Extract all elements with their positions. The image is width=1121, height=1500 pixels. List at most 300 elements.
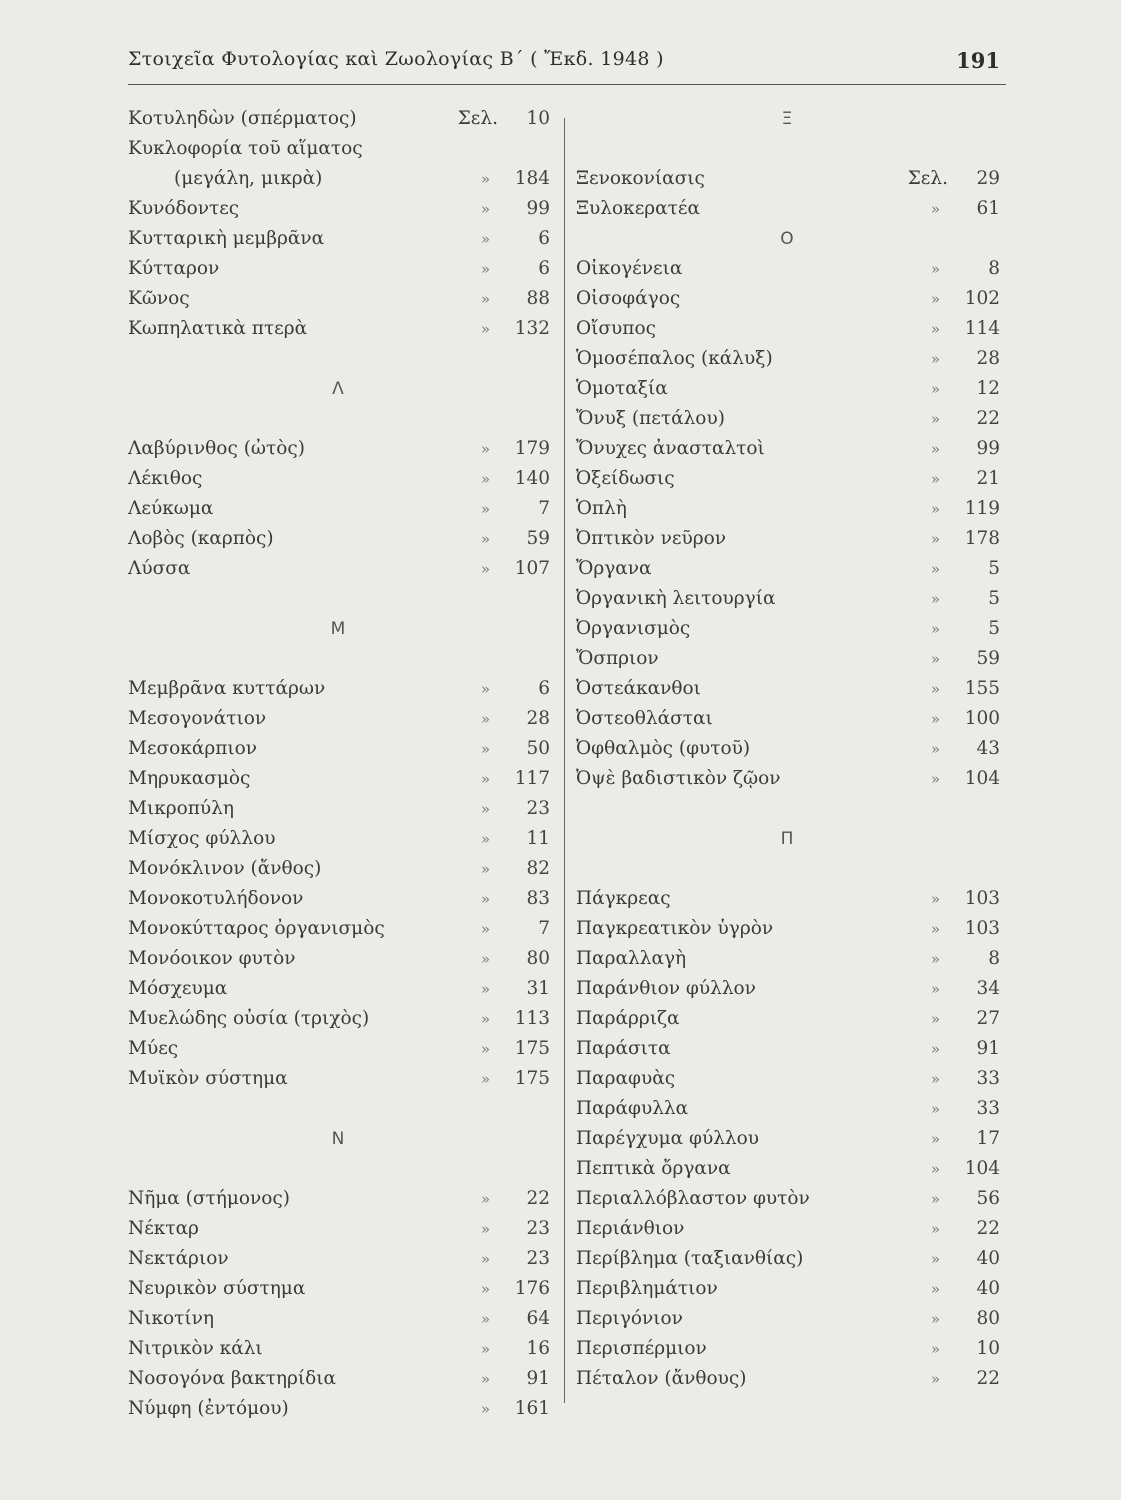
index-term: Νικοτίνη xyxy=(128,1308,214,1329)
index-entry xyxy=(570,254,1004,284)
index-entry xyxy=(122,1004,554,1034)
index-entry xyxy=(570,884,1004,914)
index-entry xyxy=(122,464,554,494)
ditto-mark: » xyxy=(930,620,940,638)
page-ref: 22 xyxy=(526,1188,550,1209)
index-entry xyxy=(570,1004,1004,1034)
letter-heading-pi: Π xyxy=(780,829,794,849)
ditto-mark: » xyxy=(930,650,940,668)
index-entry xyxy=(570,1034,1004,1064)
page-ref: 33 xyxy=(976,1068,1000,1089)
page-ref: 10 xyxy=(526,108,550,129)
ditto-mark: » xyxy=(930,740,940,758)
index-term: Ὁπλὴ xyxy=(576,498,627,519)
index-term: Ὀστεάκανθοι xyxy=(576,678,701,699)
page-ref: 40 xyxy=(976,1248,1000,1269)
ditto-mark: » xyxy=(930,1280,940,1298)
ditto-mark: » xyxy=(480,1040,490,1058)
ditto-mark: » xyxy=(480,560,490,578)
ditto-mark: » xyxy=(480,1010,490,1028)
index-term: Ὀφθαλμὸς (φυτοῦ) xyxy=(576,738,751,759)
index-term: Μεσογονάτιον xyxy=(128,708,267,729)
ditto-mark: » xyxy=(930,890,940,908)
page-ref: 6 xyxy=(538,228,550,249)
ditto-mark: Σελ. xyxy=(457,108,498,129)
index-entry xyxy=(570,614,1004,644)
index-entry xyxy=(122,194,554,224)
ditto-mark: » xyxy=(930,410,940,428)
ditto-mark: » xyxy=(480,1190,490,1208)
page-ref: 99 xyxy=(976,438,1000,459)
ditto-mark: » xyxy=(930,200,940,218)
index-entry xyxy=(570,1094,1004,1124)
page-ref: 175 xyxy=(514,1068,550,1089)
index-entry xyxy=(122,704,554,734)
index-term: Ὀργανικὴ λειτουργία xyxy=(576,588,776,609)
page-ref: 179 xyxy=(514,438,550,459)
page-ref: 80 xyxy=(526,948,550,969)
index-entry xyxy=(122,1244,554,1274)
index-entry xyxy=(122,734,554,764)
page-ref: 7 xyxy=(538,498,550,519)
index-term: Νευρικὸν σύστημα xyxy=(128,1278,306,1299)
page-ref: 23 xyxy=(526,1218,550,1239)
ditto-mark: » xyxy=(930,380,940,398)
page-ref: 114 xyxy=(964,318,1000,339)
index-entry xyxy=(570,524,1004,554)
page-ref: 99 xyxy=(526,198,550,219)
ditto-mark: » xyxy=(480,1370,490,1388)
page-ref: 103 xyxy=(964,888,1000,909)
index-term: Νεκτάριον xyxy=(128,1248,229,1269)
ditto-mark: » xyxy=(930,500,940,518)
index-entry xyxy=(570,374,1004,404)
ditto-mark: » xyxy=(480,530,490,548)
index-entry xyxy=(570,764,1004,794)
ditto-mark: » xyxy=(930,1370,940,1388)
index-entry xyxy=(570,1334,1004,1364)
ditto-mark: » xyxy=(480,290,490,308)
ditto-mark: » xyxy=(480,1220,490,1238)
index-term: Νοσογόνα βακτηρίδια xyxy=(128,1368,336,1389)
index-term: Μυελώδης οὐσία (τριχὸς) xyxy=(128,1008,370,1029)
ditto-mark: » xyxy=(480,260,490,278)
index-term: Ὁμοσέπαλος (κάλυξ) xyxy=(576,348,773,369)
index-entry xyxy=(570,464,1004,494)
page-ref: 8 xyxy=(988,948,1000,969)
index-column-right xyxy=(570,104,1004,1394)
index-term: Παράνθιον φύλλον xyxy=(576,978,756,999)
index-term: Κυκλοφορία τοῦ αἵματος xyxy=(128,138,363,159)
ditto-mark: » xyxy=(480,680,490,698)
index-group-l xyxy=(122,434,554,584)
ditto-mark: » xyxy=(930,440,940,458)
ditto-mark: » xyxy=(480,800,490,818)
index-term: Ὀστεοθλάσται xyxy=(576,708,713,729)
page-ref: 88 xyxy=(526,288,550,309)
index-entry xyxy=(122,1034,554,1064)
page-ref: 6 xyxy=(538,258,550,279)
ditto-mark: » xyxy=(930,920,940,938)
page-ref: 50 xyxy=(526,738,550,759)
index-entry xyxy=(570,1304,1004,1334)
index-term: Νύμφη (ἐντόμου) xyxy=(128,1398,289,1419)
ditto-mark: » xyxy=(480,1310,490,1328)
spacer xyxy=(122,1154,554,1184)
ditto-mark: » xyxy=(930,1130,940,1148)
spacer xyxy=(122,584,554,614)
ditto-mark: » xyxy=(930,1250,940,1268)
ditto-mark: » xyxy=(930,1160,940,1178)
ditto-mark: » xyxy=(930,1040,940,1058)
index-term: Παγκρεατικὸν ὑγρὸν xyxy=(576,918,774,939)
page-ref: 56 xyxy=(976,1188,1000,1209)
index-term: Μυϊκὸν σύστημα xyxy=(128,1068,288,1089)
index-term: Μονόκλινον (ἄνθος) xyxy=(128,858,322,879)
index-term: Ὀψὲ βαδιστικὸν ζῷον xyxy=(576,768,781,789)
index-term: Οἰκογένεια xyxy=(576,258,683,279)
page-ref: 119 xyxy=(964,498,1000,519)
ditto-mark: » xyxy=(930,470,940,488)
page-ref: 6 xyxy=(538,678,550,699)
index-entry xyxy=(570,344,1004,374)
ditto-mark: » xyxy=(930,1190,940,1208)
ditto-mark: » xyxy=(930,980,940,998)
index-term: Μονοκύτταρος ὀργανισμὸς xyxy=(128,918,385,939)
index-term: Ὄνυξ (πετάλου) xyxy=(576,408,725,429)
spacer xyxy=(570,794,1004,824)
page-ref: 91 xyxy=(976,1038,1000,1059)
page-ref: 28 xyxy=(976,348,1000,369)
index-term: Περιβλημάτιον xyxy=(576,1278,718,1299)
page-ref: 103 xyxy=(964,918,1000,939)
index-term: Παράφυλλα xyxy=(576,1098,689,1119)
index-term: Νιτρικὸν κάλι xyxy=(128,1338,263,1359)
ditto-mark: » xyxy=(480,320,490,338)
index-term: Κῶνος xyxy=(128,288,190,309)
ditto-mark: » xyxy=(480,440,490,458)
index-entry xyxy=(570,494,1004,524)
index-entry xyxy=(570,584,1004,614)
index-term: Ξενοκονίασις xyxy=(576,168,705,189)
ditto-mark: » xyxy=(930,1310,940,1328)
index-entry xyxy=(570,674,1004,704)
spacer xyxy=(122,404,554,434)
ditto-mark: » xyxy=(930,350,940,368)
page-ref: 40 xyxy=(976,1278,1000,1299)
page-ref: 21 xyxy=(976,468,1000,489)
index-entry xyxy=(122,1304,554,1334)
index-entry xyxy=(122,764,554,794)
index-entry xyxy=(570,314,1004,344)
index-term: Οἰσοφάγος xyxy=(576,288,681,309)
index-entry xyxy=(570,164,1004,194)
index-term: Πέταλον (ἄνθους) xyxy=(576,1368,747,1389)
index-term: Ὄργανα xyxy=(576,558,652,579)
index-term: Ὄνυχες ἀνασταλτοὶ xyxy=(576,438,765,459)
page-ref: 117 xyxy=(514,768,550,789)
index-term: Ὀξείδωσις xyxy=(576,468,675,489)
ditto-mark: » xyxy=(480,1280,490,1298)
index-entry xyxy=(570,974,1004,1004)
index-entry xyxy=(570,734,1004,764)
index-entry xyxy=(122,554,554,584)
index-term: Περιαλλόβλαστον φυτὸν xyxy=(576,1188,810,1209)
index-term: Περιάνθιον xyxy=(576,1218,685,1239)
page-ref: 82 xyxy=(526,858,550,879)
index-entry xyxy=(122,134,554,164)
index-term: Μύες xyxy=(128,1038,179,1059)
page-ref: 43 xyxy=(976,738,1000,759)
index-entry xyxy=(570,1274,1004,1304)
index-term: Λύσσα xyxy=(128,558,191,579)
index-term: Νέκταρ xyxy=(128,1218,199,1239)
index-entry xyxy=(122,1214,554,1244)
ditto-mark: » xyxy=(930,530,940,548)
page-ref: 27 xyxy=(976,1008,1000,1029)
ditto-mark: » xyxy=(930,320,940,338)
ditto-mark: » xyxy=(930,950,940,968)
spacer xyxy=(570,854,1004,884)
index-term: Κοτυληδὼν (σπέρματος) xyxy=(128,108,357,129)
index-term: Πεπτικὰ ὄργανα xyxy=(576,1158,731,1179)
index-term: Λαβύρινθος (ὠτὸς) xyxy=(128,438,305,459)
ditto-mark: » xyxy=(930,560,940,578)
index-entry xyxy=(570,1064,1004,1094)
index-entry xyxy=(122,314,554,344)
index-entry xyxy=(122,1184,554,1214)
index-entry xyxy=(570,944,1004,974)
ditto-mark: » xyxy=(930,260,940,278)
index-term: Μεμβρᾶνα κυττάρων xyxy=(128,678,326,699)
ditto-mark: » xyxy=(480,710,490,728)
index-entry xyxy=(122,914,554,944)
index-entry xyxy=(570,1364,1004,1394)
page-ref: 132 xyxy=(514,318,550,339)
page-ref: 104 xyxy=(964,768,1000,789)
index-entry xyxy=(570,194,1004,224)
index-group-k xyxy=(122,104,554,344)
index-entry xyxy=(570,284,1004,314)
index-entry xyxy=(570,1184,1004,1214)
letter-heading-lambda: Λ xyxy=(332,379,344,399)
index-term: Παράρριζα xyxy=(576,1008,680,1029)
ditto-mark: » xyxy=(480,830,490,848)
page-ref: 34 xyxy=(976,978,1000,999)
index-group-o xyxy=(570,254,1004,794)
index-term: Λοβὸς (καρπὸς) xyxy=(128,528,274,549)
index-term: Παραλλαγὴ xyxy=(576,948,687,969)
page-ref: 59 xyxy=(976,648,1000,669)
index-entry xyxy=(122,854,554,884)
index-term: Ξυλοκερατέα xyxy=(576,198,700,219)
page-ref: 23 xyxy=(526,798,550,819)
index-group-m xyxy=(122,674,554,1094)
index-entry xyxy=(122,1274,554,1304)
index-entry xyxy=(122,974,554,1004)
ditto-mark: » xyxy=(480,980,490,998)
page-ref: 83 xyxy=(526,888,550,909)
page-ref: 5 xyxy=(988,588,1000,609)
index-entry xyxy=(570,644,1004,674)
page-ref: 184 xyxy=(514,168,550,189)
index-group-x xyxy=(570,164,1004,224)
index-entry xyxy=(122,1064,554,1094)
page-ref: 175 xyxy=(514,1038,550,1059)
ditto-mark: » xyxy=(480,200,490,218)
index-entry xyxy=(570,1154,1004,1184)
spacer xyxy=(122,344,554,374)
spacer xyxy=(570,134,1004,164)
index-entry xyxy=(570,554,1004,584)
index-term: Λεύκωμα xyxy=(128,498,214,519)
index-column-left xyxy=(122,104,554,1424)
index-entry xyxy=(570,434,1004,464)
ditto-mark: » xyxy=(480,740,490,758)
index-term: Κυτταρικὴ μεμβρᾶνα xyxy=(128,228,325,249)
page-ref: 100 xyxy=(964,708,1000,729)
page-ref: 61 xyxy=(976,198,1000,219)
ditto-mark: » xyxy=(930,1100,940,1118)
page-ref: 17 xyxy=(976,1128,1000,1149)
ditto-mark: » xyxy=(480,1340,490,1358)
index-term: Κωπηλατικὰ πτερὰ xyxy=(128,318,308,339)
ditto-mark: » xyxy=(930,290,940,308)
index-entry xyxy=(122,284,554,314)
page-ref: 8 xyxy=(988,258,1000,279)
ditto-mark: » xyxy=(480,170,490,188)
column-divider xyxy=(564,118,565,1403)
index-group-p xyxy=(570,884,1004,1394)
index-entry xyxy=(122,494,554,524)
index-entry xyxy=(570,704,1004,734)
page-ref: 176 xyxy=(514,1278,550,1299)
ditto-mark: » xyxy=(480,920,490,938)
page-ref: 107 xyxy=(514,558,550,579)
page-ref: 59 xyxy=(526,528,550,549)
index-term: Περίβλημα (ταξιανθίας) xyxy=(576,1248,804,1269)
index-entry xyxy=(122,1364,554,1394)
page-ref: 140 xyxy=(514,468,550,489)
index-term: Οἴσυπος xyxy=(576,318,656,339)
page-ref: 31 xyxy=(526,978,550,999)
index-term: Μονόοικον φυτὸν xyxy=(128,948,296,969)
index-term: Πάγκρεας xyxy=(576,888,671,909)
index-term: Παράσιτα xyxy=(576,1038,671,1059)
page-ref: 22 xyxy=(976,1368,1000,1389)
index-term: Μικροπύλη xyxy=(128,798,234,819)
page-ref: 16 xyxy=(526,1338,550,1359)
index-term: Λέκιθος xyxy=(128,468,203,489)
page-ref: 178 xyxy=(964,528,1000,549)
ditto-mark: » xyxy=(480,890,490,908)
index-term: Ὄσπριον xyxy=(576,648,659,669)
ditto-mark: » xyxy=(480,770,490,788)
ditto-mark: » xyxy=(480,860,490,878)
index-group-n xyxy=(122,1184,554,1424)
page-header xyxy=(128,48,1006,85)
index-term: Μηρυκασμὸς xyxy=(128,768,251,789)
letter-heading-mu: Μ xyxy=(330,619,346,639)
page-ref: 22 xyxy=(976,408,1000,429)
index-term: Κύτταρον xyxy=(128,258,220,279)
index-entry xyxy=(122,824,554,854)
page-ref: 12 xyxy=(976,378,1000,399)
spacer xyxy=(122,1094,554,1124)
index-term: (μεγάλη, μικρὰ) xyxy=(174,168,323,189)
ditto-mark: » xyxy=(930,1070,940,1088)
index-entry xyxy=(122,1334,554,1364)
index-term: Παραφυὰς xyxy=(576,1068,676,1089)
index-entry xyxy=(570,914,1004,944)
page-ref: 5 xyxy=(988,618,1000,639)
index-term: Μόσχευμα xyxy=(128,978,228,999)
ditto-mark: » xyxy=(480,1400,490,1418)
ditto-mark: » xyxy=(930,1340,940,1358)
index-term: Περισπέρμιον xyxy=(576,1338,707,1359)
page-ref: 104 xyxy=(964,1158,1000,1179)
ditto-mark: Σελ. xyxy=(907,168,948,189)
index-entry xyxy=(570,1124,1004,1154)
index-term: Νῆμα (στήμονος) xyxy=(128,1188,290,1209)
index-entry xyxy=(122,164,554,194)
index-entry xyxy=(122,1394,554,1424)
letter-heading-nu: Ν xyxy=(331,1129,345,1149)
index-term: Μίσχος φύλλου xyxy=(128,828,276,849)
page-number: 191 xyxy=(956,48,1000,73)
page-ref: 161 xyxy=(514,1398,550,1419)
page-ref: 10 xyxy=(976,1338,1000,1359)
ditto-mark: » xyxy=(930,710,940,728)
page-ref: 155 xyxy=(964,678,1000,699)
ditto-mark: » xyxy=(480,230,490,248)
ditto-mark: » xyxy=(480,950,490,968)
page-ref: 80 xyxy=(976,1308,1000,1329)
index-term: Κυνόδοντες xyxy=(128,198,240,219)
page-ref: 28 xyxy=(526,708,550,729)
index-entry xyxy=(570,1244,1004,1274)
index-term: Μονοκοτυλήδονον xyxy=(128,888,304,909)
index-entry xyxy=(570,1214,1004,1244)
index-entry xyxy=(122,674,554,704)
page-ref: 22 xyxy=(976,1218,1000,1239)
page-ref: 5 xyxy=(988,558,1000,579)
ditto-mark: » xyxy=(930,680,940,698)
index-entry xyxy=(122,794,554,824)
page-ref: 29 xyxy=(976,168,1000,189)
index-entry xyxy=(122,944,554,974)
index-entry xyxy=(122,254,554,284)
page-ref: 7 xyxy=(538,918,550,939)
index-term: Ὁμοταξία xyxy=(576,378,668,399)
index-term: Περιγόνιον xyxy=(576,1308,683,1329)
page-ref: 102 xyxy=(964,288,1000,309)
ditto-mark: » xyxy=(480,500,490,518)
ditto-mark: » xyxy=(930,590,940,608)
index-entry xyxy=(122,884,554,914)
index-term: Μεσοκάρπιον xyxy=(128,738,258,759)
letter-heading-omicron: Ο xyxy=(780,229,794,249)
index-term: Παρέγχυμα φύλλου xyxy=(576,1128,760,1149)
ditto-mark: » xyxy=(930,770,940,788)
letter-heading-xi: Ξ xyxy=(781,109,793,129)
page-ref: 91 xyxy=(526,1368,550,1389)
page-ref: 64 xyxy=(526,1308,550,1329)
ditto-mark: » xyxy=(930,1220,940,1238)
index-entry xyxy=(122,434,554,464)
page-ref: 23 xyxy=(526,1248,550,1269)
running-title: Στοιχεῖα Φυτολογίας καὶ Ζωολογίας Β΄ ( Ἔκδ. 1948 ) xyxy=(128,48,664,70)
